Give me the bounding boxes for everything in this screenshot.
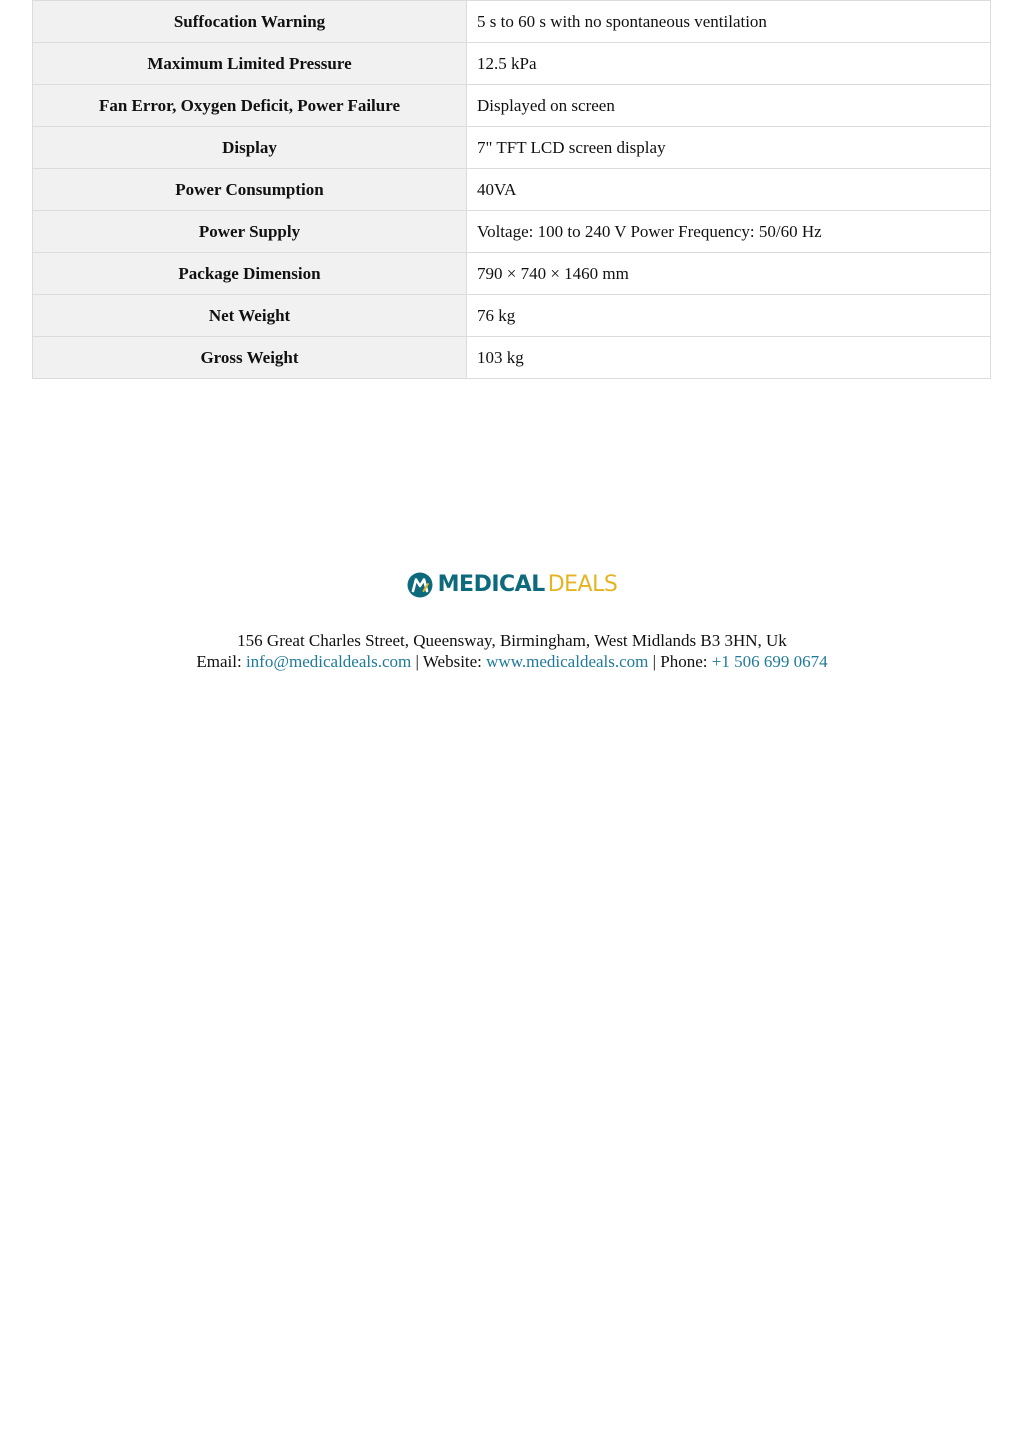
- spec-label: Power Supply: [33, 211, 467, 253]
- footer-contact-line: [0, 651, 1024, 672]
- spec-value: Voltage: 100 to 240 V Power Frequency: 50/60 Hz: [467, 211, 991, 253]
- website-link[interactable]: www.medicaldeals.com: [486, 652, 649, 671]
- table-row: [33, 253, 991, 295]
- spec-label: Maximum Limited Pressure: [33, 43, 467, 85]
- footer-address: 156 Great Charles Street, Queensway, Birmingham, West Midlands B3 3HN, Uk: [237, 631, 787, 650]
- logo-word-deals: DEALS: [547, 572, 618, 597]
- website-label: | Website:: [415, 652, 482, 671]
- spec-value: 76 kg: [467, 295, 991, 337]
- spec-value: 12.5 kPa: [467, 43, 991, 85]
- table-row: [33, 337, 991, 379]
- spec-value: 790 × 740 × 1460 mm: [467, 253, 991, 295]
- spec-label: Package Dimension: [33, 253, 467, 295]
- spec-label: Net Weight: [33, 295, 467, 337]
- email-label: Email:: [196, 652, 242, 671]
- email-link[interactable]: info@medicaldeals.com: [245, 652, 412, 671]
- footer-contact: [0, 630, 1024, 672]
- spec-label: Fan Error, Oxygen Deficit, Power Failure: [33, 85, 467, 127]
- spec-value: 103 kg: [467, 337, 991, 379]
- table-row: [33, 295, 991, 337]
- spec-value: 7" TFT LCD screen display: [467, 127, 991, 169]
- spec-label: Gross Weight: [33, 337, 467, 379]
- table-row: [33, 1, 991, 43]
- spec-value: 40VA: [467, 169, 991, 211]
- phone-label: | Phone:: [652, 652, 708, 671]
- logo-word-medical: MEDICAL: [437, 572, 545, 597]
- logo-m-icon: [407, 572, 433, 598]
- phone-link[interactable]: +1 506 699 0674: [711, 652, 828, 671]
- table-row: [33, 43, 991, 85]
- spec-value: Displayed on screen: [467, 85, 991, 127]
- spec-label: Suffocation Warning: [33, 1, 467, 43]
- company-logo: [0, 570, 1024, 600]
- table-row: [33, 127, 991, 169]
- table-row: [33, 85, 991, 127]
- spec-value: 5 s to 60 s with no spontaneous ventilation: [467, 1, 991, 43]
- spec-label: Display: [33, 127, 467, 169]
- logo-wordmark: [438, 574, 618, 596]
- table-row: [33, 169, 991, 211]
- spec-label: Power Consumption: [33, 169, 467, 211]
- specifications-table: [32, 0, 991, 379]
- table-row: [33, 211, 991, 253]
